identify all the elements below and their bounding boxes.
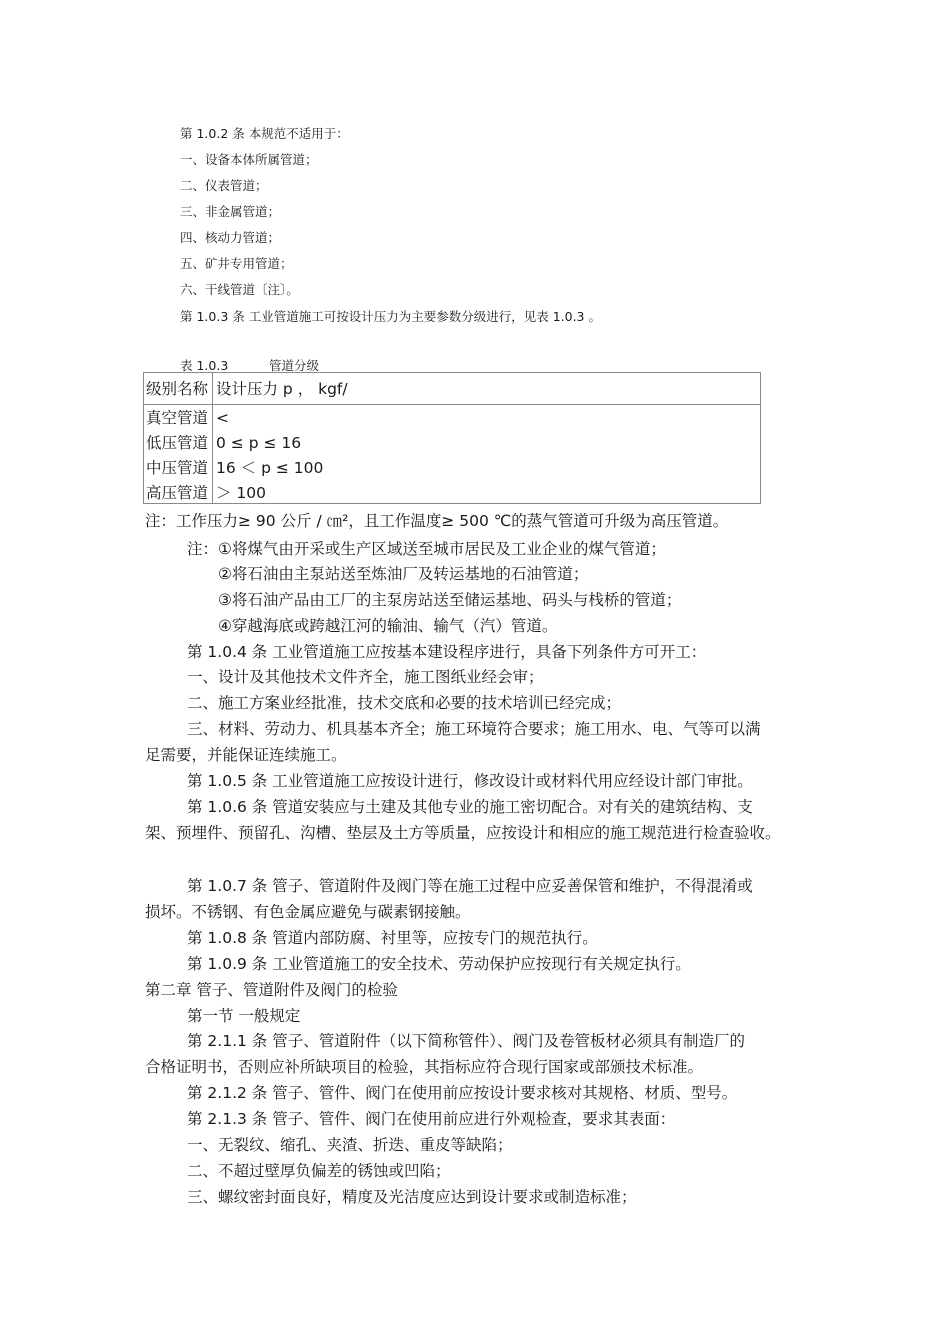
list-item-continued: 足需要，并能保证连续施工。 xyxy=(145,746,347,764)
table-caption-title: 管道分级 xyxy=(269,358,320,373)
list-item: 三、材料、劳动力、机具基本齐全；施工环境符合要求；施工用水、电、气等可以满 xyxy=(187,720,761,738)
list-item: 五、矿井专用管道； xyxy=(180,256,293,271)
list-item: 二、施工方案业经批准，技术交底和必要的技术培训已经完成； xyxy=(187,694,622,712)
clause-1-0-6: 第 1.0.6 条 管道安装应与土建及其他专业的施工密切配合。对有关的建筑结构、支 xyxy=(187,798,753,816)
clause-1-0-5: 第 1.0.5 条 工业管道施工应按设计进行，修改设计或材料代用应经设计部门审批。 xyxy=(187,772,753,790)
table-cell: ＞ 100 xyxy=(216,484,267,502)
clause-1-0-4: 第 1.0.4 条 工业管道施工应按基本建设程序进行，具备下列条件方可开工： xyxy=(187,643,707,661)
footnote: ③将石油产品由工厂的主泵房站送至储运基地、码头与栈桥的管道； xyxy=(218,591,682,609)
table-caption-number: 表 1.0.3 xyxy=(180,358,229,373)
list-item: 一、设备本体所属管道； xyxy=(180,152,318,167)
table-cell: 低压管道 xyxy=(146,434,209,452)
clause-1-0-7: 第 1.0.7 条 管子、管道附件及阀门等在施工过程中应妥善保管和维护，不得混淆或 xyxy=(187,877,753,895)
list-item: 四、核动力管道； xyxy=(180,230,281,245)
pipe-classification-table xyxy=(143,372,761,504)
clause-1-0-8: 第 1.0.8 条 管道内部防腐、衬里等，应按专门的规范执行。 xyxy=(187,929,598,947)
clause-2-1-3: 第 2.1.3 条 管子、管件、阀门在使用前应进行外观检查，要求其表面： xyxy=(187,1110,676,1128)
table-cell: 中压管道 xyxy=(146,459,209,477)
clause-1-0-9: 第 1.0.9 条 工业管道施工的安全技术、劳动保护应按现行有关规定执行。 xyxy=(187,955,691,973)
list-item: 二、仪表管道； xyxy=(180,178,268,193)
table-cell: 高压管道 xyxy=(146,484,209,502)
list-item: 三、非金属管道； xyxy=(180,204,281,219)
chapter-2-heading: 第二章 管子、管道附件及阀门的检验 xyxy=(145,981,398,999)
list-item: 二、不超过壁厚负偏差的锈蚀或凹陷； xyxy=(187,1162,451,1180)
footnote: 注：①将煤气由开采或生产区域送至城市居民及工业企业的煤气管道； xyxy=(187,540,666,558)
table-cell: 真空管道 xyxy=(146,409,209,427)
footnote: ②将石油由主泵站送至炼油厂及转运基地的石油管道； xyxy=(218,565,589,583)
footnote: ④穿越海底或跨越江河的输油、输气（汽）管道。 xyxy=(218,617,558,635)
header-grade-name: 级别名称 xyxy=(146,380,209,398)
table-cell: 16 ＜ p ≤ 100 xyxy=(216,459,324,477)
list-item: 一、设计及其他技术文件齐全，施工图纸业经会审； xyxy=(187,668,544,686)
clause-1-0-3: 第 1.0.3 条 工业管道施工可按设计压力为主要参数分级进行，见表 1.0.3 。 xyxy=(180,309,601,324)
clause-1-0-7-continued: 损坏。不锈钢、有色金属应避免与碳素钢接触。 xyxy=(145,903,471,921)
clause-1-0-2: 第 1.0.2 条 本规范不适用于： xyxy=(180,126,349,141)
clause-2-1-1-continued: 合格证明书，否则应补所缺项目的检验，其指标应符合现行国家或部颁技术标准。 xyxy=(145,1058,704,1076)
table-cell: < xyxy=(216,409,229,427)
table-cell: 0 ≤ p ≤ 16 xyxy=(216,434,302,452)
list-item: 六、干线管道〔注〕。 xyxy=(180,282,299,297)
column-divider xyxy=(212,373,213,503)
list-item: 三、螺纹密封面良好，精度及光洁度应达到设计要求或制造标准； xyxy=(187,1188,637,1206)
clause-2-1-1: 第 2.1.1 条 管子、管道附件（以下简称管件）、阀门及卷管板材必须具有制造厂的 xyxy=(187,1032,745,1050)
list-item: 一、无裂纹、缩孔、夹渣、折迭、重皮等缺陷； xyxy=(187,1136,513,1154)
clause-2-1-2: 第 2.1.2 条 管子、管件、阀门在使用前应按设计要求核对其规格、材质、型号。 xyxy=(187,1084,738,1102)
clause-1-0-6-continued: 架、预埋件、预留孔、沟槽、垫层及土方等质量，应按设计和相应的施工规范进行检查验收。 xyxy=(145,824,781,842)
table-note: 注：工作压力≥ 90 公斤 / ㎝²，且工作温度≥ 500 ℃的蒸气管道可升级为高压管道。 xyxy=(145,512,729,530)
header-design-pressure: 设计压力 p ， kgf/ xyxy=(216,380,348,398)
section-1-heading: 第一节 一般规定 xyxy=(187,1007,301,1025)
